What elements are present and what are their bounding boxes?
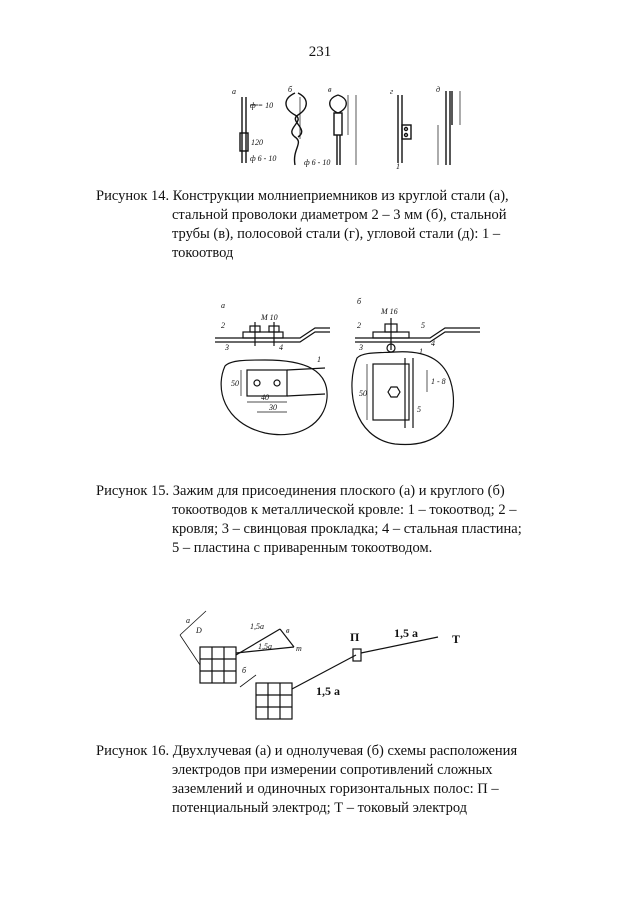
- fig15-b-n4: 4: [431, 339, 435, 348]
- fig14-label-g: г: [390, 87, 394, 96]
- fig14-len-a: 120: [251, 138, 263, 147]
- caption-line: электродов при измерении сопротивлений сложных: [172, 762, 493, 778]
- fig14-dim-b: ф 6 - 10: [304, 158, 331, 167]
- fig15-m10: М 10: [261, 313, 278, 322]
- fig16-dist2: 1,5 а: [316, 684, 340, 698]
- fig15-m16: М 16: [381, 307, 398, 316]
- figure-15-caption: [96, 482, 542, 558]
- fig14-dim-a: ф = 10: [250, 101, 274, 110]
- fig15-dim40: 40: [261, 393, 269, 402]
- caption-line: Рисунок 14. Конструкции молниеприемников из круглой стали (а),: [96, 188, 509, 204]
- fig16-label-t: Т: [452, 632, 461, 646]
- figure-14-drawing: [220, 85, 480, 180]
- caption-line: кровля; 3 – свинцовая прокладка; 4 – стальная пластина;: [172, 521, 522, 537]
- fig14-label-a: а: [232, 87, 236, 96]
- fig16-label-v: в: [286, 626, 290, 635]
- fig15-n1: 1: [317, 355, 321, 364]
- page-number: 231: [308, 44, 332, 60]
- fig16-label-p: П: [350, 630, 360, 644]
- fig15-b-dim50: 50: [359, 389, 367, 398]
- fig15-n2: 2: [221, 321, 225, 330]
- caption-line: потенциальный электрод; Т – токовый электрод: [172, 800, 468, 816]
- fig15-n5: 5: [421, 321, 425, 330]
- figure-14-caption: [96, 187, 542, 263]
- fig14-label-v: в: [328, 85, 332, 94]
- fig16-t-small: т: [296, 644, 302, 653]
- fig15-label-b: б: [357, 297, 362, 306]
- fig16-dist-a1: 1,5а: [250, 622, 264, 631]
- fig15-b-n3: 3: [359, 343, 363, 352]
- fig15-n4: 4: [279, 343, 283, 352]
- figure-15-drawing: [205, 288, 485, 458]
- fig15-n3: 3: [225, 343, 229, 352]
- figure-16-caption: [96, 742, 542, 818]
- fig15-b-dim8: 1 - 8: [431, 377, 446, 386]
- fig15-b-n2: 2: [357, 321, 361, 330]
- caption-line: Рисунок 16. Двухлучевая (а) и однолучевая (б) схемы расположения: [96, 743, 518, 759]
- caption-line: токоотвод: [172, 245, 234, 261]
- fig14-label-d: д: [436, 85, 441, 94]
- figure-16-drawing: [170, 605, 480, 725]
- caption-line: заземлений и одиночных горизонтальных полос: П –: [172, 781, 499, 797]
- fig15-dim50: 50: [231, 379, 239, 388]
- fig16-dist1: 1,5 а: [394, 626, 418, 640]
- caption-line: токоотводов к металлической кровле: 1 – токоотвод; 2 –: [172, 502, 517, 518]
- caption-line: стальной проволоки диаметром 2 – 3 мм (б), стальной: [172, 207, 507, 223]
- fig15-dim30: 30: [269, 403, 277, 412]
- fig14-dim-a2: ф 6 - 10: [250, 154, 277, 163]
- caption-line: 5 – пластина с приваренным токоотводом.: [172, 540, 433, 556]
- fig15-b-n1: 1: [419, 347, 423, 356]
- fig16-label-a: а: [186, 616, 190, 625]
- fig14-one: 1: [396, 162, 400, 171]
- fig14-label-b: б: [288, 85, 293, 94]
- caption-line: трубы (в), полосовой стали (г), угловой стали (д): 1 –: [172, 226, 501, 242]
- fig16-label-d: D: [196, 626, 202, 635]
- caption-line: Рисунок 15. Зажим для присоединения плоского (а) и круглого (б): [96, 483, 505, 499]
- fig16-label-b: б: [242, 666, 247, 675]
- fig15-b-n5: 5: [417, 405, 421, 414]
- fig15-label-a: а: [221, 301, 225, 310]
- fig16-dist-a2: 1,5а: [258, 642, 272, 651]
